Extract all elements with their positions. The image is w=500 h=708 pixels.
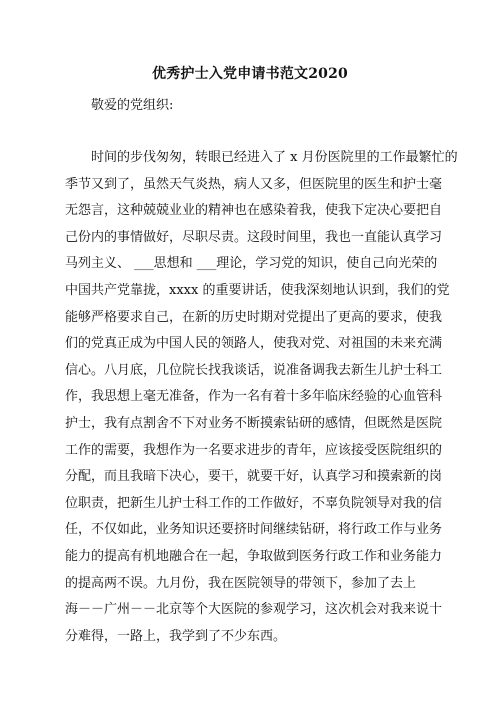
body-line: 信心。八月底，几位院长找我谈话，说准备调我去新生儿护士科工 (65, 362, 443, 378)
body-line: 的提高两不误。九月份，我在医院领导的带领下，参加了去上 (65, 575, 417, 591)
body-line: 们的党真正成为中国人民的领路人，使我对党、对祖国的未来充满 (65, 336, 443, 352)
body-line: 作，我思想上毫无准备，作为一名有着十多年临床经验的心血管科 (65, 389, 443, 405)
body-line: 工作的需要，我想作为一名要求进步的青年，应该接受医院组织的 (65, 442, 443, 458)
body-line: 季节又到了，虽然天气炎热，病人又多，但医院里的医生和护士毫 (65, 176, 443, 192)
body-line: 任，不仅如此，业务知识还要挤时间继续钻研，将行政工作与业务 (65, 522, 443, 538)
body-line: 无怨言，这种兢兢业业的精神也在感染着我，使我下定决心要把自 (65, 203, 443, 219)
body-line: 分配，而且我暗下决心，要干，就要干好，认真学习和摸索新的岗 (65, 469, 443, 485)
body-line: 海－－广州－－北京等个大医院的参观学习，这次机会对我来说十 (65, 602, 443, 618)
salutation: 敬爱的党组织: (91, 98, 174, 113)
body-line: 分难得，一路上，我学到了不少东西。 (65, 628, 287, 644)
body-line: 能力的提高有机地融合在一起，争取做到医务行政工作和业务能力 (65, 549, 443, 564)
body-line: 己份内的事情做好，尽职尽责。这段时间里，我也一直能认真学习 (65, 229, 443, 245)
document-title: 优秀护士入党申请书范文2020 (152, 66, 348, 82)
body-line: 马列主义、 ___思想和 ___理论，学习党的知识，使自己向光荣的 (65, 256, 438, 272)
body-line: 能够严格要求自己，在新的历史时期对党提出了更高的要求，使我 (65, 309, 443, 325)
body-line: 护士，我有点割舍不下对业务不断摸索钻研的感情，但既然是医院 (65, 416, 443, 431)
body-line: 中国共产党靠拢，xxxx 的重要讲话，使我深刻地认识到，我们的党 (65, 283, 450, 298)
body-line: 位职责，把新生儿护士科工作的工作做好，不辜负院领导对我的信 (65, 495, 443, 511)
body-line: 时间的步伐匆匆，转眼已经进入了 x 月份医院里的工作最繁忙的 (91, 150, 458, 165)
